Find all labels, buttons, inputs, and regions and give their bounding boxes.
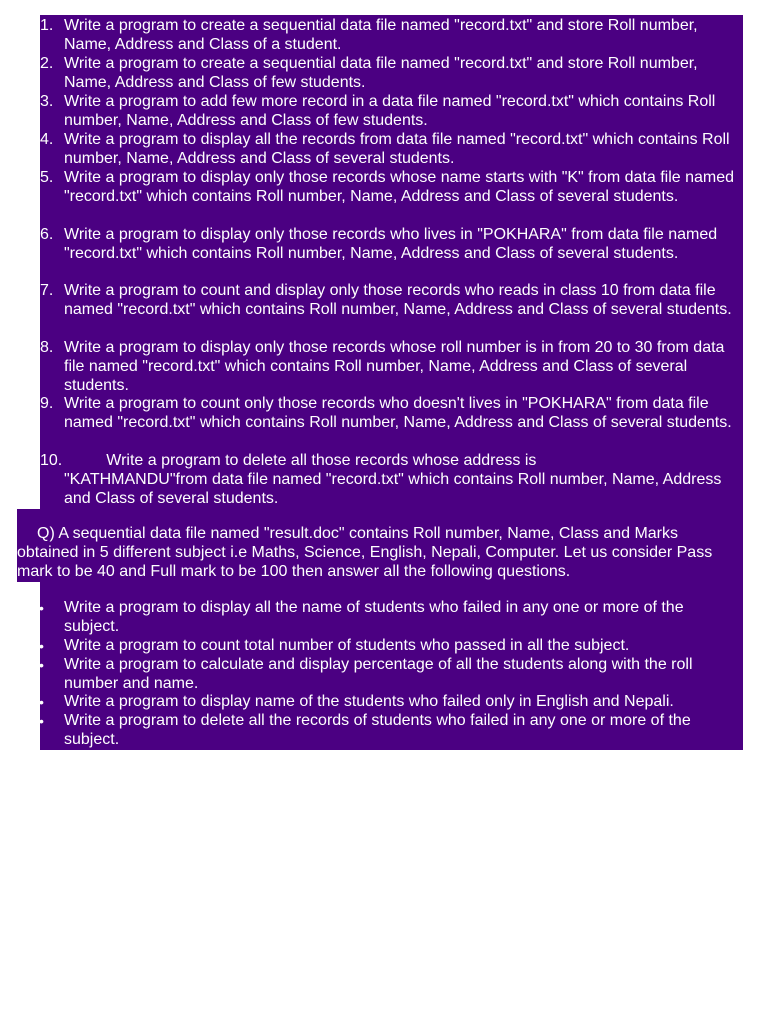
list-text: Write a program to display all the records from data file named "record.txt" which contains Roll number, Name, Address and Class of several students. [64, 131, 730, 167]
bullet-text: Write a program to display all the name of students who failed in any one or more of the subject. [64, 599, 684, 635]
question-block [17, 509, 743, 582]
list-text: Write a program to create a sequential data file named "record.txt" and store Roll number, Name, Address and Class of a student. [64, 17, 698, 53]
bullet-questions-block [40, 582, 743, 750]
bullet-text: Write a program to delete all the records of students who failed in any one or more of the subject. [64, 712, 691, 748]
list-number: 3. [40, 93, 54, 110]
bullet-text: Write a program to count total number of students who passed in all the subject. [64, 637, 630, 654]
list-number: 1. [40, 17, 54, 34]
numbered-questions-block [40, 15, 743, 509]
list-number: 8. [40, 339, 54, 356]
list-number: 7. [40, 282, 54, 299]
list-number: 6. [40, 226, 54, 243]
list-text: Write a program to display only those records who lives in "POKHARA" from data file named "record.txt" which contains Roll number, Name, Address and Class of several students. [64, 226, 718, 262]
list-text: Write a program to create a sequential data file named "record.txt" and store Roll number, Name, Address and Class of few students. [64, 55, 698, 91]
bullet-text: Write a program to calculate and display percentage of all the students along with the roll number and name. [64, 656, 693, 692]
list-text: Write a program to count only those records who doesn't lives in "POKHARA" from data file named "record.txt" which contains Roll number, Name, Address and Class of several students. [64, 395, 732, 431]
question-text: Q) A sequential data file named "result.doc" contains Roll number, Name, Class and Marks obtained in 5 different subject i.e Maths, Science, English, Nepali, Computer. Let us consider Pass mark to be 40 and Full mark to be 100 then answer all the following questions. [17, 525, 713, 580]
bullet-icon: • [39, 638, 44, 654]
list-text: Write a program to display only those records whose name starts with "K" from data file named "record.txt" which contains Roll number, Name, Address and Class of several students. [64, 169, 735, 205]
list-text-rest: "KATHMANDU"from data file named "record.txt" which contains Roll number, Name, Address and Class of several students. [64, 470, 722, 507]
list-number: 10. [40, 452, 63, 469]
list-number: 4. [40, 131, 54, 148]
list-text: Write a program to count and display only those records who reads in class 10 from data file named "record.txt" which contains Roll number, Name, Address and Class of several students. [64, 282, 732, 318]
list-text: Write a program to add few more record in a data file named "record.txt" which contains Roll number, Name, Address and Class of few students. [64, 93, 716, 129]
bullet-icon: • [39, 657, 44, 673]
bullet-icon: • [39, 694, 44, 710]
list-number: 9. [40, 395, 54, 412]
list-text: Write a program to display only those records whose roll number is in from 20 to 30 from data file named "record.txt" which contains Roll number, Name, Address and Class of several students. [64, 339, 725, 394]
list-item-10 [40, 452, 743, 508]
list-number: 2. [40, 55, 54, 72]
list-text-first-line: Write a program to delete all those records whose address is [106, 452, 537, 469]
bullet-icon: • [39, 713, 44, 729]
list-number: 5. [40, 169, 54, 186]
bullet-icon: • [39, 600, 44, 616]
bullet-text: Write a program to display name of the students who failed only in English and Nepali. [64, 693, 674, 710]
